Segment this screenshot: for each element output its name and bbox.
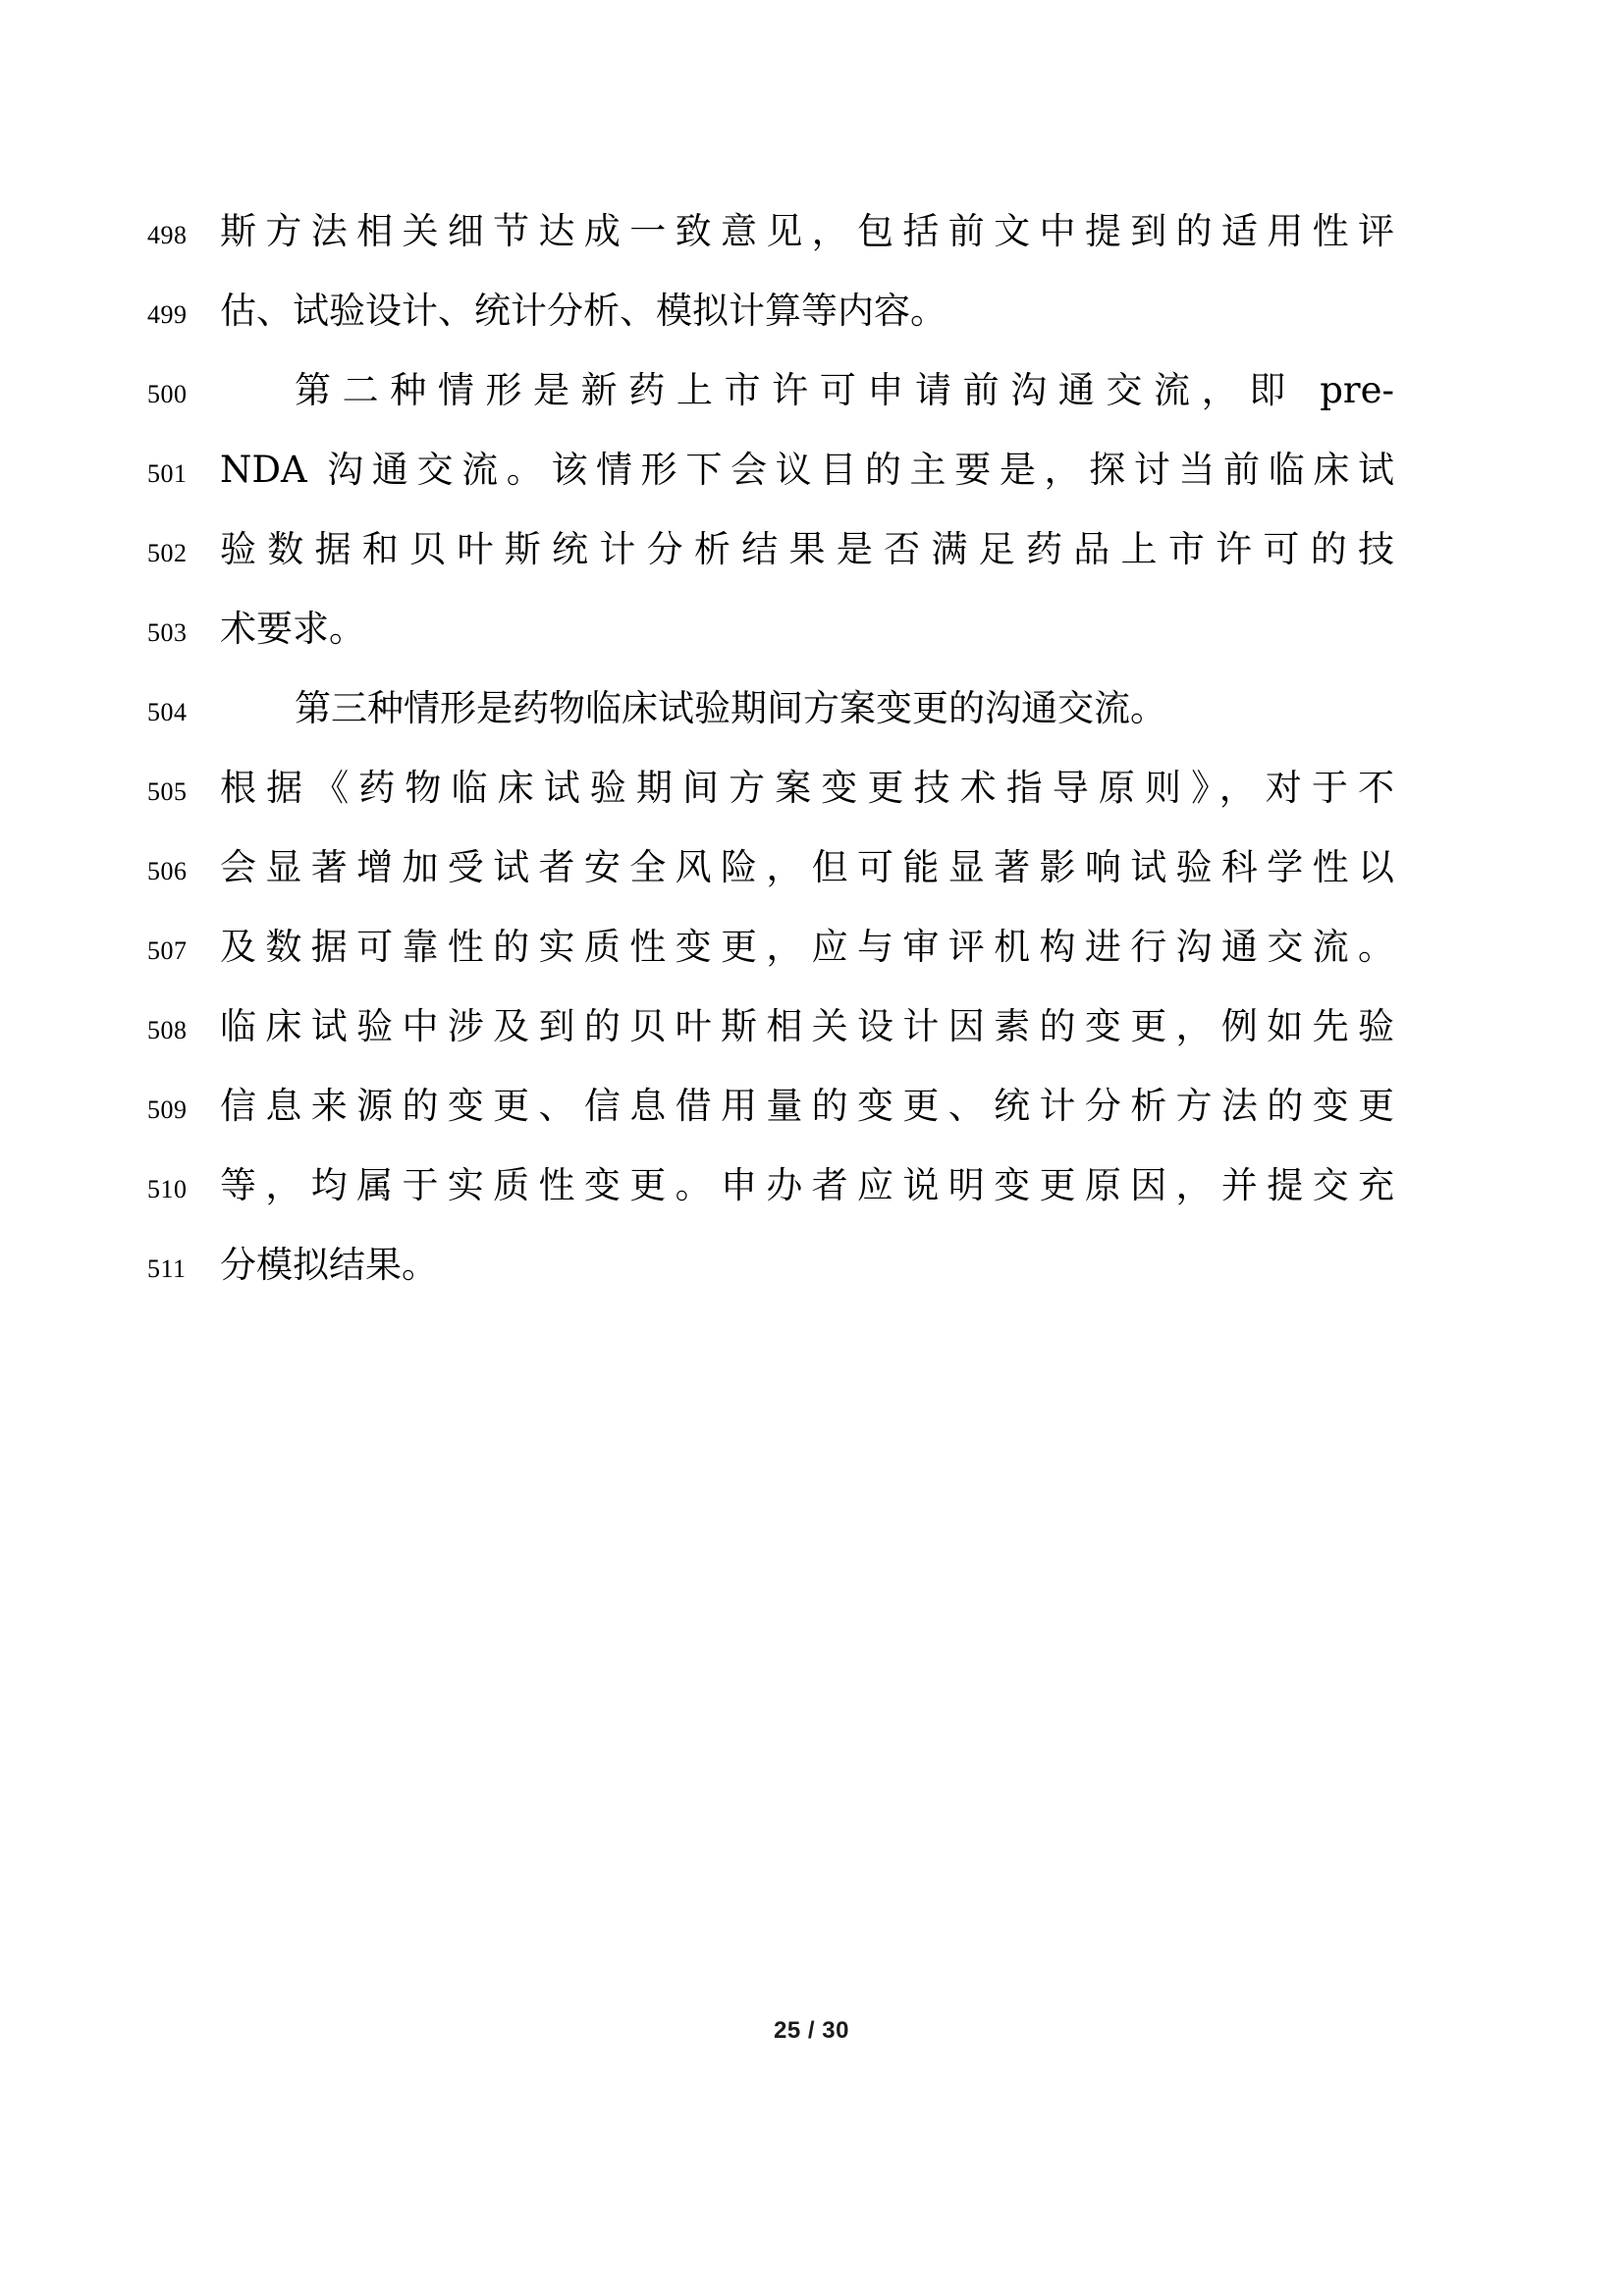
line-row (147, 907, 1394, 987)
line-row (147, 828, 1394, 907)
line-text-inner: 及数据可靠性的实质性变更，应与审评机构进行沟通交流。 (220, 926, 1394, 968)
line-text: 第三种情形是药物临床试验期间方案变更的沟通交流。 (295, 687, 1166, 729)
page-footer: 25 / 30 (774, 2017, 849, 2044)
line-row (147, 748, 1394, 828)
line-number: 508 (147, 1016, 188, 1044)
line-number: 503 (147, 618, 188, 647)
line-number: 498 (147, 221, 188, 249)
line-text (220, 1066, 1394, 1146)
line-number: 509 (147, 1095, 188, 1124)
line-text-inner: 等，均属于实质性变更。申办者应说明变更原因，并提交充 (220, 1164, 1394, 1206)
line-text (220, 430, 1394, 509)
line-text (220, 1146, 1394, 1225)
line-row (147, 430, 1394, 509)
line-number: 501 (147, 459, 188, 488)
line-text-inner: 根据《药物临床试验期间方案变更技术指导原则》，对于不 (220, 767, 1394, 809)
line-text (220, 350, 1394, 430)
line-row (147, 509, 1394, 589)
line-row (147, 1225, 1394, 1305)
line-number: 510 (147, 1175, 188, 1203)
line-text (220, 987, 1394, 1066)
line-text (220, 509, 1394, 589)
line-row (147, 668, 1394, 748)
numbered-lines (147, 191, 1394, 1305)
line-number: 499 (147, 300, 188, 329)
line-text-inner: 会显著增加受试者安全风险，但可能显著影响试验科学性以 (220, 846, 1394, 888)
line-text: 分模拟结果。 (220, 1244, 438, 1286)
line-text: 术要求。 (220, 608, 365, 650)
line-row (147, 191, 1394, 271)
line-row (147, 589, 1394, 668)
line-row (147, 1066, 1394, 1146)
line-number: 511 (147, 1255, 187, 1283)
line-number: 502 (147, 539, 188, 567)
line-number: 504 (147, 698, 188, 726)
line-text-inner: NDA 沟通交流。该情形下会议目的主要是，探讨当前临床试 (220, 449, 1394, 491)
line-text: 估、试验设计、统计分析、模拟计算等内容。 (220, 290, 947, 332)
line-text (220, 191, 1394, 271)
line-row (147, 350, 1394, 430)
line-text (220, 748, 1394, 828)
line-row (147, 271, 1394, 350)
line-number: 500 (147, 380, 188, 408)
line-number: 505 (147, 777, 188, 806)
line-text-inner: 临床试验中涉及到的贝叶斯相关设计因素的变更，例如先验 (220, 1005, 1394, 1047)
line-text-inner: 验数据和贝叶斯统计分析结果是否满足药品上市许可的技 (220, 528, 1394, 570)
line-row (147, 987, 1394, 1066)
line-text-inner: 第二种情形是新药上市许可申请前沟通交流，即 pre- (295, 369, 1394, 411)
line-text-inner: 斯方法相关细节达成一致意见，包括前文中提到的适用性评 (220, 210, 1394, 252)
line-text (220, 828, 1394, 907)
line-text-inner: 信息来源的变更、信息借用量的变更、统计分析方法的变更 (220, 1085, 1394, 1127)
line-number: 507 (147, 936, 188, 965)
line-row (147, 1146, 1394, 1225)
line-number: 506 (147, 857, 188, 885)
line-text (220, 907, 1394, 987)
